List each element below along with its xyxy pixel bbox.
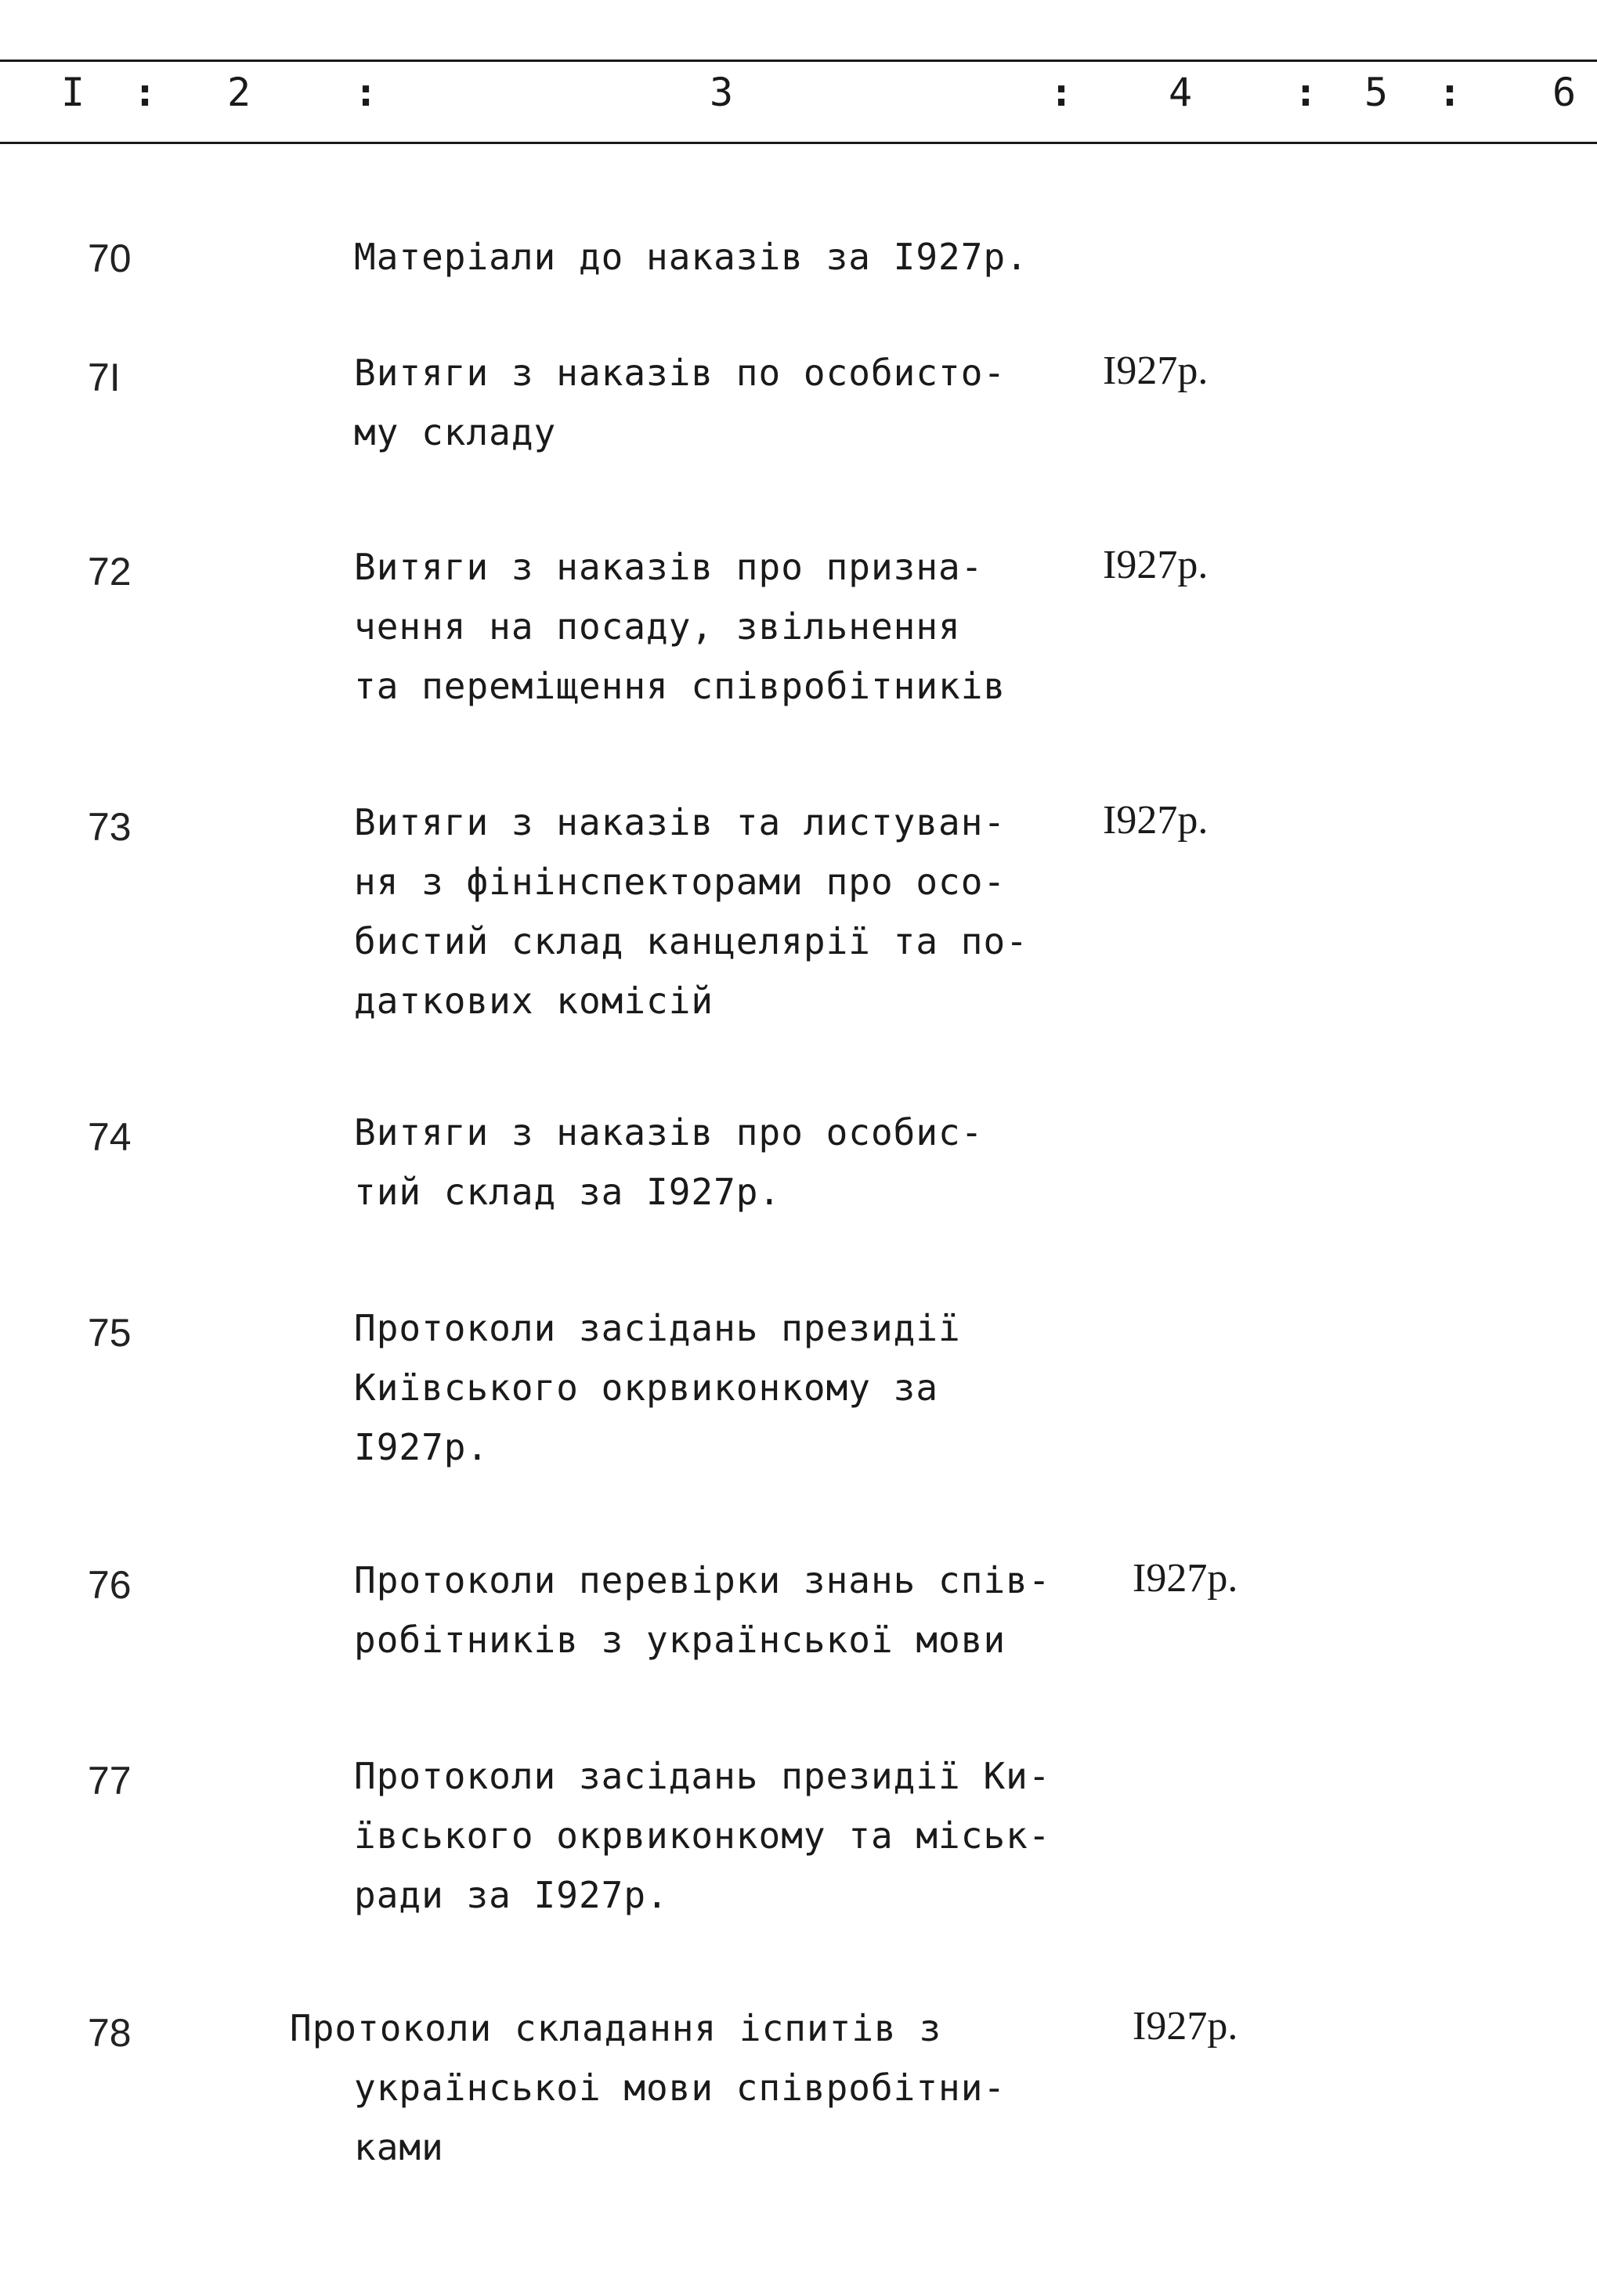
entry-title [354,343,1006,462]
entry-title-line: ня з фінінспекторами про осо- [354,861,1006,903]
entry-title [354,792,1028,1031]
entry-year: I927р. [1103,348,1209,393]
column-separator: : [1438,70,1462,115]
entry-title-line: ївського окрвиконкому та міськ- [354,1814,1051,1857]
column-separator: : [133,70,157,115]
header-top-rule [0,60,1597,62]
entry-year: I927р. [1133,2004,1238,2049]
entry-title-line: бистий склад канцелярії та по- [354,920,1028,962]
entry-number: 7I [88,356,121,399]
entry-title-line: Протоколи складання іспитів з [290,2007,942,2049]
entry-title-line: Матеріали до наказів за I927р. [354,236,1028,278]
entry-title-line: Витяги з наказів по особисто- [354,352,1006,394]
entry-number: 70 [88,236,132,280]
entry-number: 78 [88,2011,132,2055]
column-separator: : [1050,70,1074,115]
entry-title-line: Протоколи засідань президії Ки- [354,1755,1051,1797]
entry-number: 75 [88,1311,132,1355]
column-header-6: 6 [1552,70,1577,115]
entry-title-line: Протоколи засідань президії [354,1307,961,1349]
entry-title-line: Витяги з наказів та листуван- [354,801,1006,843]
entry-title-line: Київського окрвиконкому за [354,1366,939,1409]
entry-number: 76 [88,1563,132,1607]
entry-number: 77 [88,1759,132,1803]
entry-title [290,1998,1006,2177]
column-header-5: 5 [1364,70,1389,115]
entry-title-line: чення на посаду, звільнення [354,605,961,648]
entry-year: I927р. [1133,1556,1238,1601]
column-header-4: 4 [1169,70,1193,115]
entry-title-line: ками [354,2126,444,2168]
entry-number: 74 [88,1115,132,1159]
entry-title-line: робітників з української мови [354,1619,1006,1661]
column-separator: : [1294,70,1318,115]
entry-title-line: му складу [354,411,557,453]
entry-title [354,227,1028,287]
entry-title [354,1551,1051,1670]
entry-year: I927р. [1103,798,1209,843]
column-separator: : [354,70,378,115]
entry-number: 73 [88,805,132,849]
entry-title-line: ради за I927р. [354,1874,669,1916]
entry-title [354,1746,1051,1925]
entry-year: I927р. [1103,543,1209,587]
entry-title-line: даткових комісій [354,980,714,1022]
column-header-2: 2 [227,70,251,115]
header-bottom-rule [0,142,1597,144]
entry-title-line: українськоі мови співробітни- [354,2067,1006,2109]
entry-title-line: тий склад за I927р. [354,1171,782,1213]
entry-title [354,537,1006,716]
column-header-3: 3 [710,70,734,115]
entry-title-line: Витяги з наказів про особис- [354,1111,984,1153]
column-header-1: I [61,70,85,115]
entry-number: 72 [88,550,132,594]
entry-title [354,1103,983,1222]
entry-title [354,1298,961,1477]
entry-title-line: та переміщення співробітників [354,665,1006,707]
entry-title-line: Витяги з наказів про призна- [354,546,984,588]
entry-title-line: I927р. [354,1426,490,1468]
entry-title-line: Протоколи перевірки знань спів- [354,1559,1051,1601]
